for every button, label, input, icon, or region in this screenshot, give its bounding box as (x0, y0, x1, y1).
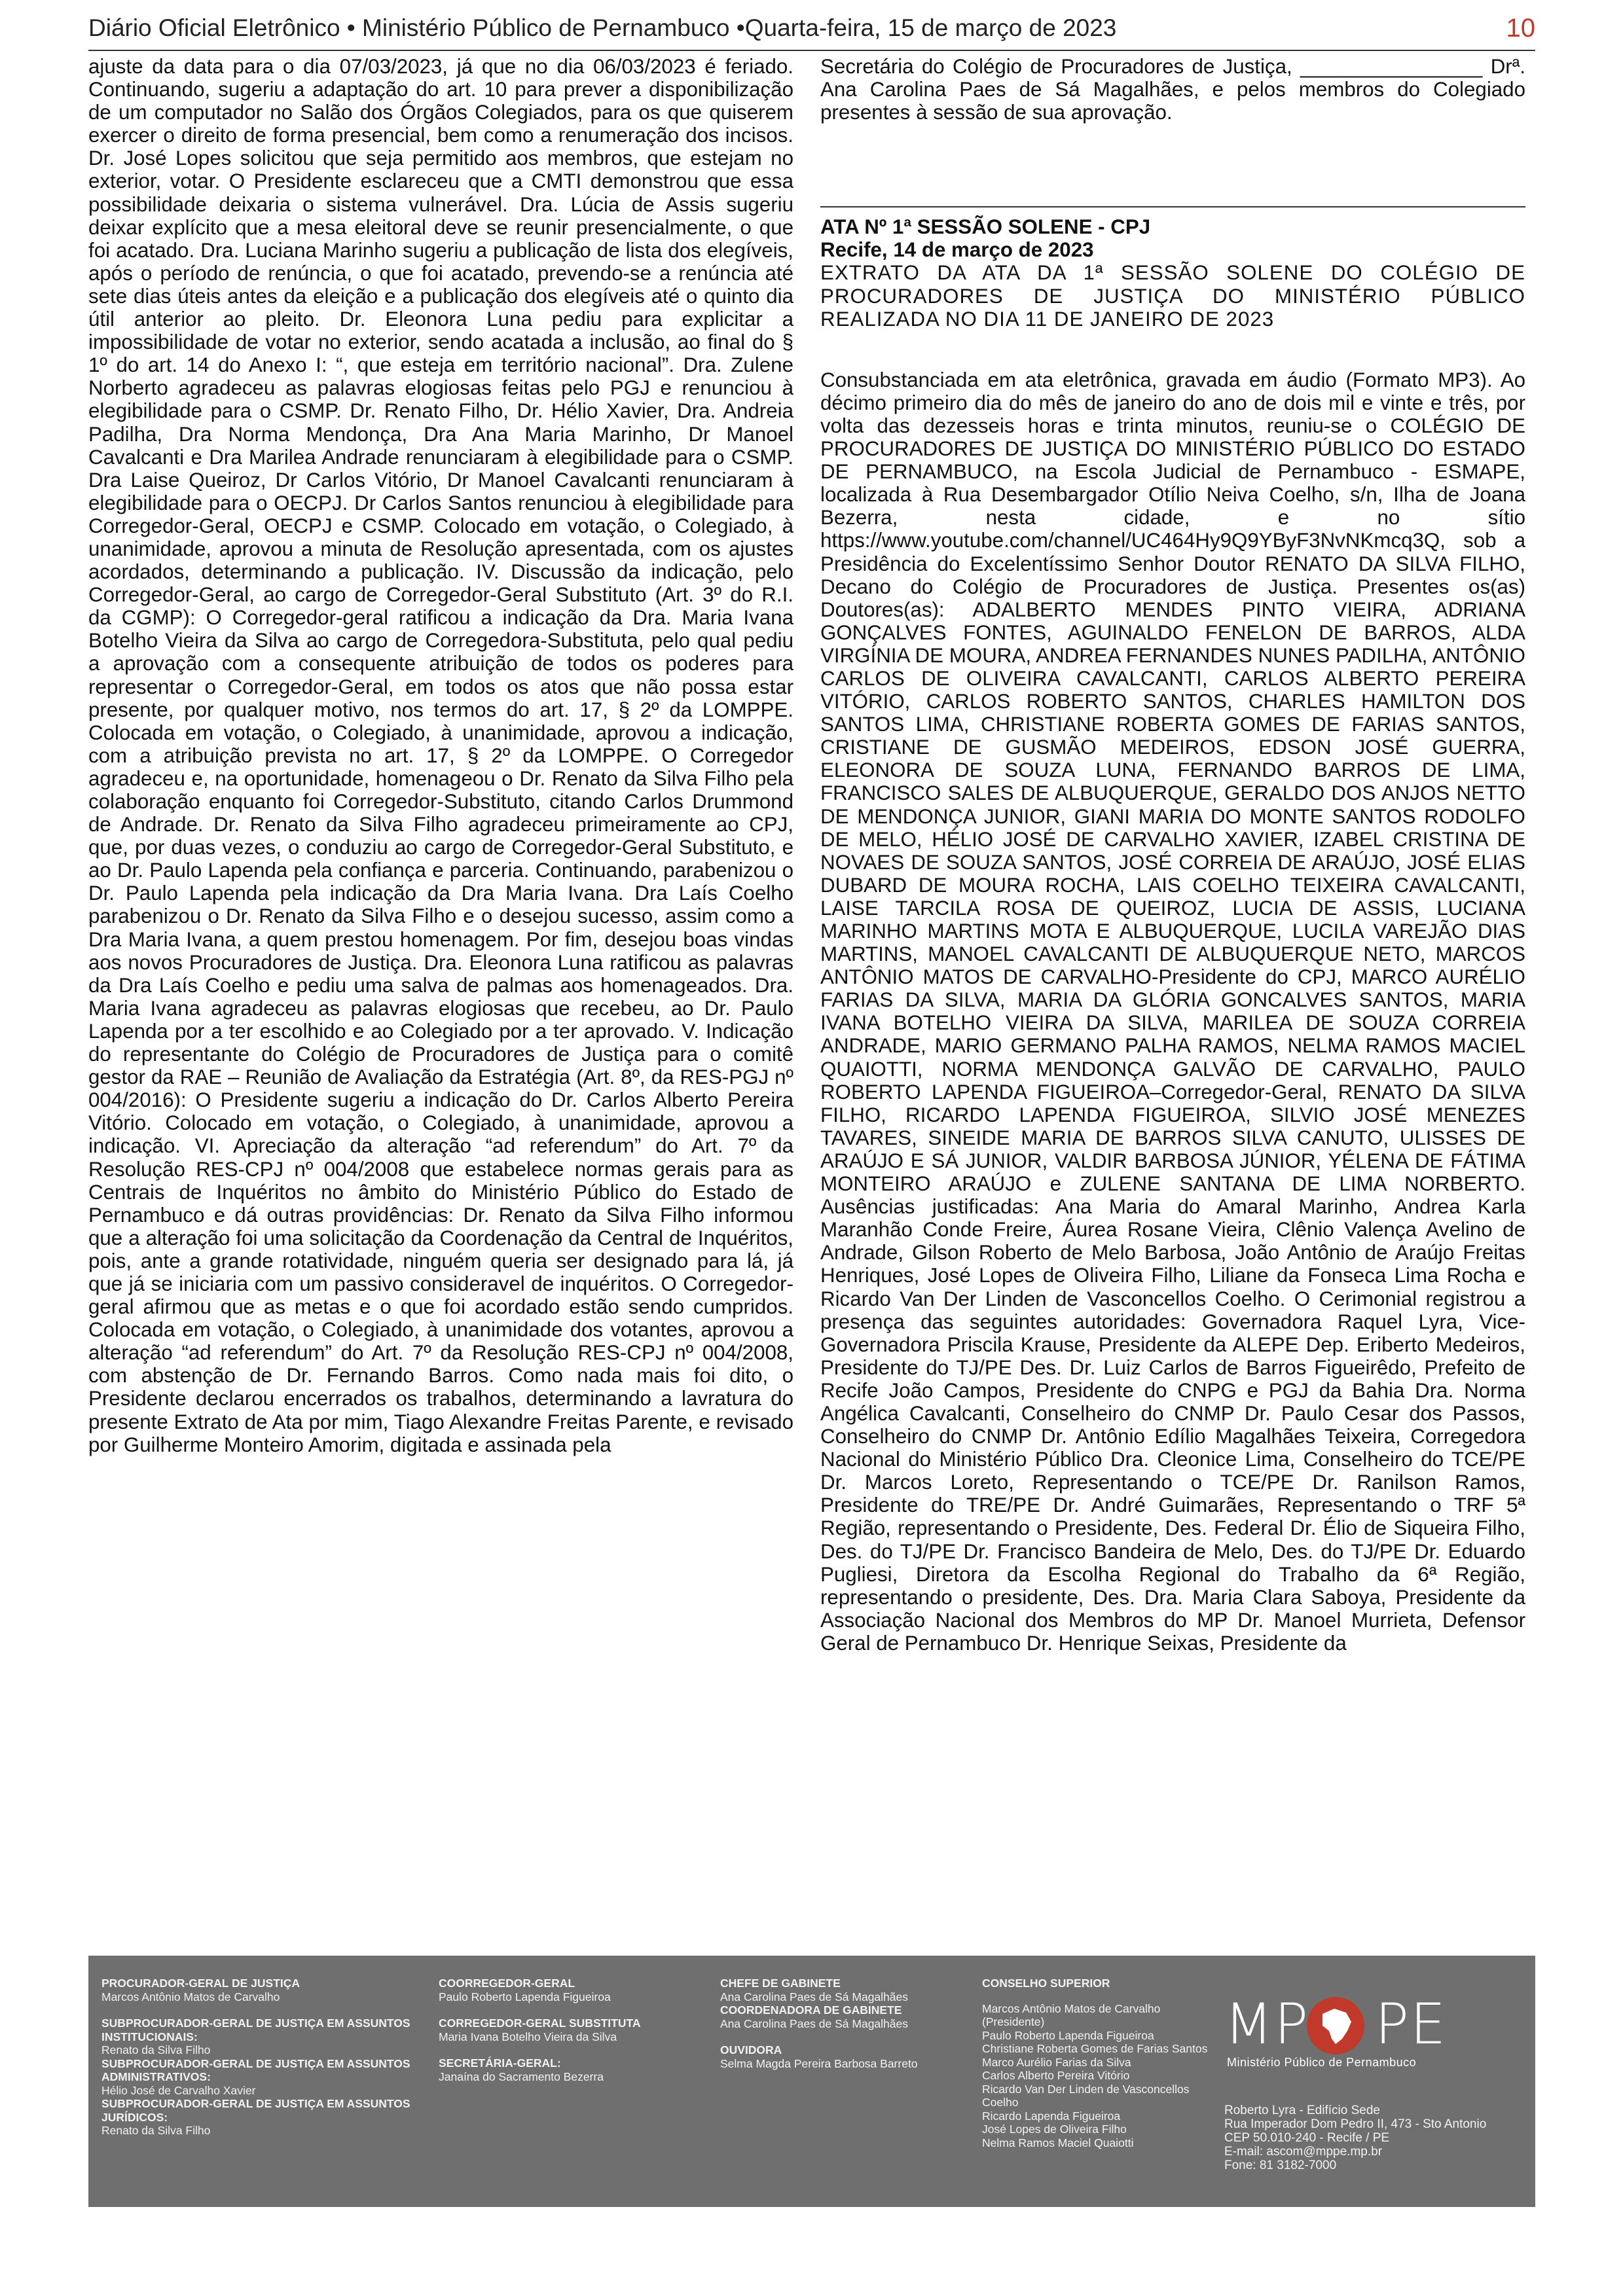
footer-name: Maria Ivana Botelho Vieira da Silva (439, 2030, 617, 2043)
footer (88, 1956, 1535, 2207)
contact-line: CEP 50.010-240 - Recife / PE (1224, 2131, 1390, 2145)
footer-label: COORREGEDOR-GERAL (439, 1977, 575, 1990)
footer-label: OUVIDORA (720, 2043, 782, 2056)
header-divider (88, 50, 1535, 51)
footer-name: Nelma Ramos Maciel Quaiotti (982, 2136, 1134, 2149)
footer-col-corregedoria (439, 1977, 714, 2096)
header-title: Diário Oficial Eletrônico • Ministério Público de Pernambuco •Quarta-feira, 15 de março de 2023 (88, 14, 1117, 41)
footer-label: SUBPROCURADOR-GERAL DE JUSTIÇA EM ASSUNTOS ADMINISTRATIVOS: (101, 2056, 410, 2083)
mppe-logo (1224, 1992, 1512, 2070)
footer-name: Paulo Roberto Lapenda Figueiroa (982, 2028, 1154, 2042)
footer-name: José Lopes de Oliveira Filho (982, 2123, 1127, 2136)
right-body-text: Consubstanciada em ata eletrônica, gravada em áudio (Formato MP3). Ao décimo primeiro dia do mês de janeiro do ano de dois mil e vinte e três, por volta das dezesseis horas e trinta minutos, reuniu-se o COLÉGIO DE PROCURADORES DE JUSTIÇA DO MINISTÉRIO PÚBLICO DO ESTADO DE PERNAMBUCO, na Escola Judicial de Pernambuco - ESMAPE, localizada à Rua Desembargador Otílio Neiva Coelho, s/n, Ilha de Joana Bezerra, nesta cidade, e no sítio https://www.youtube.com/channel/UC464Hy9Q9YByF3NvNKmcq3Q, sob a Presidência do Excelentíssimo Senhor Doutor RENATO DA SILVA FILHO, Decano do Colégio de Procuradores de Justiça. Presentes os(as) Doutores(as): ADALBERTO MENDES PINTO VIEIRA, ADRIANA GONÇALVES FONTES, AGUINALDO FENELON DE BARROS, ALDA VIRGÍNIA DE MOURA, ANDREA FERNANDES NUNES PADILHA, ANTÔNIO CARLOS DE OLIVEIRA CAVALCANTI, CARLOS ALBERTO PEREIRA VITÓRIO, CARLOS ROBERTO SANTOS, CHARLES HAMILTON DOS SANTOS LIMA, CHRISTIANE ROBERTA GOMES DE FARIAS SANTOS, CRISTIANE DE GUSMÃO MEDEIROS, EDSON JOSÉ GUERRA, ELEONORA DE SOUZA LUNA, FERNANDO BARROS DE LIMA, FRANCISCO SALES DE ALBUQUERQUE, GERALDO DOS ANJOS NETTO DE MENDONÇA JUNIOR, GIANI MARIA DO MONTE SANTOS RODOLFO DE MELO, HÉLIO JOSÉ DE CARVALHO XAVIER, IZABEL CRISTINA DE NOVAES DE SOUZA SANTOS, JOSÉ CORREIA DE ARAÚJO, JOSÉ ELIAS DUBARD DE MOURA ROCHA, LAIS COELHO TEIXEIRA CAVALCANTI, LAISE TARCILA ROSA DE QUEIROZ, LUCIA DE ASSIS, LUCIANA MARINHO MARTINS MOTA E ALBUQUERQUE, LUCILA VAREJÃO DIAS MARTINS, MANOEL CAVALCANTI DE ALBUQUERQUE NETO, MARCOS ANTÔNIO MATOS DE CARVALHO-Presidente do CPJ, MARCO AURÉLIO FARIAS DA SILVA, MARIA DA GLÓRIA GONCALVES SANTOS, MARIA IVANA BOTELHO VIEIRA DA SILVA, MARILEA DE SOUZA CORREIA ANDRADE, MARIO GERMANO PALHA RAMOS, NELMA RAMOS MACIEL QUAIOTTI, NORMA MENDONÇA GALVÃO DE CARVALHO, PAULO ROBERTO LAPENDA FIGUEIROA–Corregedor-Geral, RENATO DA SILVA FILHO, RICARDO LAPENDA FIGUEIROA, SILVIO JOSÉ MENEZES TAVARES, SINEIDE MARIA DE BARROS SILVA CANUTO, ULISSES DE ARAÚJO E SÁ JUNIOR, VALDIR BARBOSA JÚNIOR, YÉLENA DE FÁTIMA MONTEIRO ARAÚJO e ZULENE SANTANA DE LIMA NORBERTO. Ausências justificadas: Ana Maria do Amaral Marinho, Andrea Karla Maranhão Conde Freire, Áurea Rosane Vieira, Clênio Valença Avelino de Andrade, Gilson Roberto de Melo Barbosa, João Antônio de Araújo Freitas Henriques, José Lopes de Oliveira Filho, Liliane da Fonseca Lima Rocha e Ricardo Van Der Linden de Vasconcellos Coelho. O Cerimonial registrou a presença das seguintes autoridades: Governadora Raquel Lyra, Vice-Governadora Priscila Krause, Presidente da ALEPE Dep. Eriberto Medeiros, Presidente do TJ/PE Des. Dr. Luiz Carlos de Barros Figueirêdo, Prefeito de Recife João Campos, Presidente do CNPG e PGJ da Bahia Dra. Norma Angélica Cavalcanti, Conselheiro do CNMP Dr. Paulo Cesar dos Passos, Conselheiro do CNMP Dr. Antônio Edílio Magalhães Teixeira, Corregedora Nacional do Ministério Público Dra. Cleonice Lima, Conselheiro do TCE/PE Dr. Marcos Loreto, Representando o TCE/PE Dr. Ranilson Ramos, Presidente do TRE/PE Dr. André Guimarães, Representando o TRF 5ª Região, representando o Presidente, Des. Federal Dr. Élio de Siqueira Filho, Des. do TJ/PE Dr. Francisco Bandeira de Melo, Des. do TJ/PE Dr. Eduardo Pugliesi, Diretora da Escolha Regional do Trabalho da 6ª Região, representando o presidente, Des. Dra. Maria Clara Saboya, Presidente da Associação Nacional dos Membros do MP Dr. Manoel Murrieta, Defensor Geral de Pernambuco Dr. Henrique Seixas, Presidente da (820, 368, 1525, 1655)
ata-date: Recife, 14 de março de 2023 (820, 238, 1094, 262)
left-column-text: ajuste da data para o dia 07/03/2023, já que no dia 06/03/2023 é feriado. Continuando, sugeriu a adaptação do art. 10 para prever a disponibilização de um computador no Salão dos Órgãos Colegiados, para os que quiserem exercer o direito de forma presencial, bem como a renumeração dos incisos. Dr. José Lopes solicitou que seja permitido aos membros, que estejam no exterior, votar. O Presidente esclareceu que a CMTI demonstrou que essa possibilidade deixaria o sistema vulnerável. Dra. Lúcia de Assis sugeriu deixar explícito que a mesa eleitoral deve se reunir presencialmente, o que foi acatado. Dra. Luciana Marinho sugeriu a publicação de lista dos elegíveis, após o período de renúncia, o que foi acatado, prevendo-se a renúncia até sete dias úteis antes da eleição e a publicação dos elegíveis até o quinto dia útil anterior ao pleito. Dr. Eleonora Luna pediu para explicitar a impossibilidade de votar no exterior, sendo acatada a inclusão, ao final do § 1º do art. 14 do Anexo I: “, que esteja em território nacional”. Dra. Zulene Norberto agradeceu as palavras elogiosas feitas pelo PGJ e renunciou à elegibilidade para o CSMP. Dr. Renato Filho, Dr. Hélio Xavier, Dra. Andreia Padilha, Dra Norma Mendonça, Dra Ana Maria Marinho, Dr Manoel Cavalcanti e Dra Marilea Andrade renunciaram à elegibilidade para o CSMP. Dra Laise Queiroz, Dr Carlos Vitório, Dr Manoel Cavalcanti renunciaram à elegibilidade para o OECPJ. Dr Carlos Santos renunciou à elegibilidade para Corregedor-Geral, OECPJ e CSMP. Colocado em votação, o Colegiado, à unanimidade, aprovou a minuta de Resolução apresentada, com os ajustes acordados, determinando a publicação. IV. Discussão da indicação, pelo Corregedor-Geral, ao cargo de Corregedor-Geral Substituto (Art. 3º do R.I. da CGMP): O Corregedor-geral ratificou a indicação da Dra. Maria Ivana Botelho Vieira da Silva ao cargo de Corregedora-Substituta, pelo qual pediu a aprovação com a consequente atribuição de todos os poderes para representar o Corregedor-Geral, em todos os atos que não possa estar presente, por qualquer motivo, nos termos do art. 17, § 2º da LOMPPE. Colocada em votação, o Colegiado, à unanimidade, aprovou a indicação, com a atribuição prevista no art. 17, § 2º da LOMPPE. O Corregedor agradeceu e, na oportunidade, homenageou o Dr. Renato da Silva Filho pela colaboração enquanto foi Corregedor-Substituto, citando Carlos Drummond de Andrade. Dr. Renato da Silva Filho agradeceu primeiramente ao CPJ, que, por duas vezes, o conduziu ao cargo de Corregedor-Geral Substituto, e ao Dr. Paulo Lapenda pela confiança e parceria. Continuando, parabenizou o Dr. Paulo Lapenda pela indicação da Dra Maria Ivana. Dra Laís Coelho parabenizou o Dr. Renato da Silva Filho e o desejou sucesso, assim como a Dra Maria Ivana, a quem prestou homenagem. Por fim, desejou boas vindas aos novos Procuradores de Justiça. Dra. Eleonora Luna ratificou as palavras da Dra Laís Coelho e pediu uma salva de palmas aos homenageados. Dra. Maria Ivana agradeceu as palavras elogiosas que recebeu, ao Dr. Paulo Lapenda por a ter escolhido e ao Colegiado por a ter aprovado. V. Indicação do representante do Colégio de Procuradores de Justiça para o comitê gestor da RAE – Reunião de Avaliação da Estratégia (Art. 8º, da RES-PGJ nº 004/2016): O Presidente sugeriu a indicação do Dr. Carlos Alberto Pereira Vitório. Colocado em votação, o Colegiado, à unanimidade, aprovou a indicação. VI. Apreciação da alteração “ad referendum” do Art. 7º da Resolução RES-CPJ nº 004/2008 que estabelece normas gerais para as Centrais de Inquéritos no âmbito do Ministério Público do Estado de Pernambuco e dá outras providências: Dr. Renato da Silva Filho informou que a alteração foi uma solicitação da Coordenação da Central de Inquéritos, pois, ante a grande rotatividade, ninguém queria ser designado para lá, já que já se iniciaria com um passivo consideravel de inquéritos. O Corregedor-geral afirmou que as metas e o que foi acordado estão sendo cumpridos. Colocada em votação, o Colegiado, à unanimidade dos votantes, aprovou a alteração “ad referendum” do Art. 7º da Resolução RES-CPJ nº 004/2008, com abstenção de Dr. Fernando Barros. Como nada mais foi dito, o Presidente declarou encerrados os trabalhos, determinando a lavratura do presente Extrato de Ata por mim, Tiago Alexandre Freitas Parente, e revisado por Guilherme Monteiro Amorim, digitada e assinada pela (88, 55, 793, 1456)
footer-name: Ana Carolina Paes de Sá Magalhães (720, 1990, 908, 2003)
footer-name: Ana Carolina Paes de Sá Magalhães (720, 2017, 908, 2030)
page-number: 10 (1506, 14, 1535, 43)
section-divider (820, 206, 1525, 207)
footer-name: Ricardo Van Der Linden de Vasconcellos Coelho (982, 2082, 1190, 2109)
footer-name: Ricardo Lapenda Figueiroa (982, 2109, 1121, 2123)
footer-col-gabinete (720, 1977, 982, 2083)
footer-col-leadership (101, 1977, 429, 2151)
left-column (88, 55, 793, 1456)
contact-email[interactable]: E-mail: ascom@mppe.mp.br (1224, 2145, 1383, 2159)
footer-label: SUBPROCURADOR-GERAL DE JUSTIÇA EM ASSUNTOS INSTITUCIONAIS: (101, 2017, 410, 2043)
footer-name: Renato da Silva Filho (101, 2124, 211, 2137)
footer-label: CONSELHO SUPERIOR (982, 1977, 1110, 1990)
contact-line: Rua Imperador Dom Pedro II, 473 - Sto Antonio (1224, 2117, 1487, 2131)
footer-name: Janaína do Sacramento Bezerra (439, 2070, 604, 2083)
logo-subtitle: Ministério Público de Pernambuco (1227, 2056, 1417, 2069)
footer-name: Hélio José de Carvalho Xavier (101, 2083, 256, 2097)
footer-label: CHEFE DE GABINETE (720, 1977, 841, 1990)
footer-name: Marcos Antônio Matos de Carvalho (101, 1990, 280, 2003)
footer-name: Marcos Antônio Matos de Carvalho (Presidente) (982, 2001, 1161, 2028)
footer-contact (1224, 2104, 1486, 2172)
extract-title: EXTRATO DA ATA DA 1ª SESSÃO SOLENE DO COLÉGIO DE PROCURADORES DE JUSTIÇA DO MINISTÉRIO PÚBLICO REALIZADA NO DIA 11 DE JANEIRO DE 2023 (820, 261, 1525, 331)
footer-label: SECRETÁRIA-GERAL: (439, 2056, 561, 2070)
footer-col-conselho (982, 1977, 1211, 2149)
footer-name: Christiane Roberta Gomes de Farias Santos (982, 2042, 1208, 2055)
contact-line: Roberto Lyra - Edifício Sede (1224, 2104, 1380, 2117)
logo-wordmark: MP PE (1224, 1992, 1448, 2057)
footer-label: PROCURADOR-GERAL DE JUSTIÇA (101, 1977, 301, 1990)
footer-label: SUBPROCURADOR-GERAL DE JUSTIÇA EM ASSUNTOS JURÍDICOS: (101, 2097, 410, 2124)
page-header (88, 9, 1535, 47)
footer-label: CORREGEDOR-GERAL SUBSTITUTA (439, 2017, 641, 2030)
footer-name: Carlos Alberto Pereira Vitório (982, 2069, 1130, 2082)
footer-label: COORDENADORA DE GABINETE (720, 2003, 902, 2017)
ata-title: ATA Nº 1ª SESSÃO SOLENE - CPJ (820, 215, 1151, 239)
contact-phone: Fone: 81 3182-7000 (1224, 2159, 1337, 2172)
right-intro-text: Secretária do Colégio de Procuradores de Justiça, ________________ Drª. Ana Carolina Paes de Sá Magalhães, e pelos membros do Colegiado presentes à sessão de sua aprovação. (820, 55, 1525, 124)
right-column (820, 55, 1525, 1655)
footer-name: Paulo Roberto Lapenda Figueiroa (439, 1990, 611, 2003)
footer-name: Marco Aurélio Farias da Silva (982, 2055, 1131, 2069)
footer-name: Selma Magda Pereira Barbosa Barreto (720, 2056, 918, 2070)
footer-name: Renato da Silva Filho (101, 2043, 211, 2056)
